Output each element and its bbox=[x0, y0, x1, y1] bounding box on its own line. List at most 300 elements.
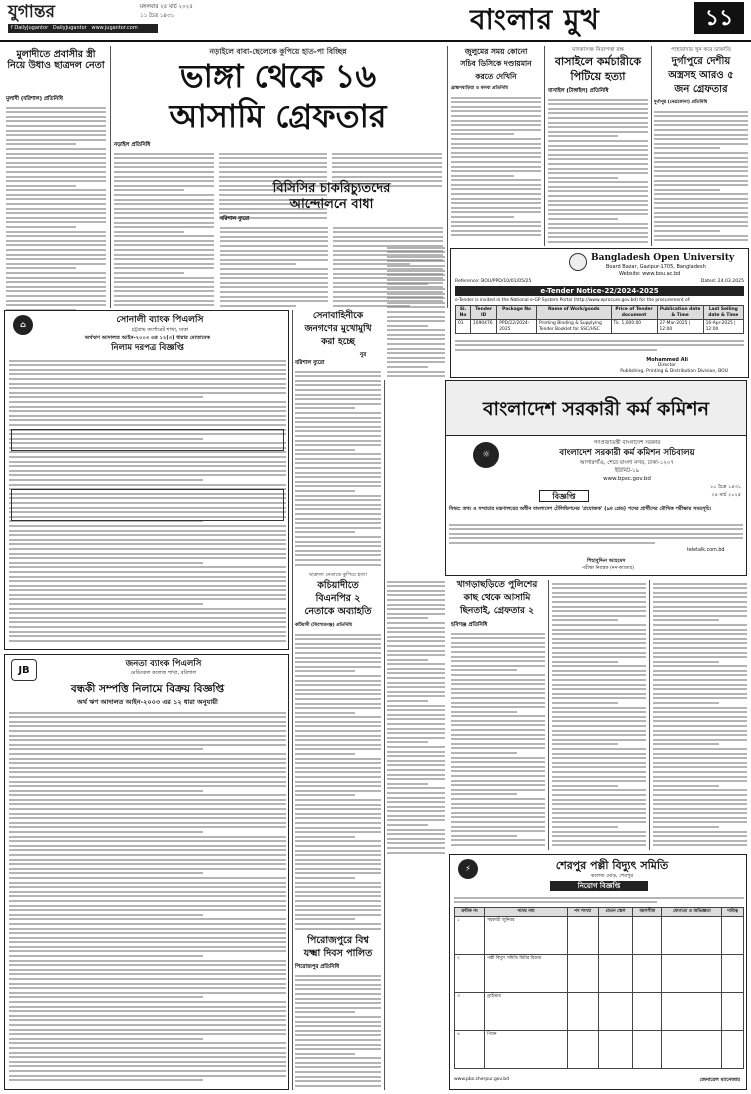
text-line bbox=[387, 599, 445, 601]
text-line bbox=[6, 176, 106, 178]
text-line bbox=[552, 757, 646, 759]
text-line bbox=[451, 129, 541, 131]
text-line bbox=[9, 369, 286, 371]
text-line bbox=[9, 771, 286, 773]
psc-date-gregorian: ২৪ মার্চ ২০২৫ bbox=[711, 492, 741, 498]
text-line bbox=[654, 161, 748, 163]
table-row bbox=[456, 320, 744, 334]
table-cell: 1090476 bbox=[471, 320, 497, 334]
bou-intro: e-Tender is invited in the National e-GP System Portal (http://www.eprocure.gov.bd) for the procurement of: bbox=[455, 298, 691, 303]
text-line bbox=[653, 826, 719, 828]
text-line bbox=[653, 587, 747, 589]
text-line bbox=[220, 286, 328, 288]
text-line bbox=[387, 329, 445, 331]
text-line bbox=[6, 295, 106, 297]
text-line bbox=[220, 254, 328, 256]
table-cell bbox=[633, 992, 662, 1030]
text-line bbox=[295, 531, 355, 533]
pirojpur-headline-2: যক্ষ্মা দিবস পালিত bbox=[303, 948, 373, 959]
table-cell bbox=[598, 1030, 633, 1068]
text-line bbox=[9, 479, 203, 481]
text-line bbox=[654, 166, 748, 168]
text-line bbox=[387, 361, 445, 363]
text-line bbox=[387, 677, 445, 679]
sena-headline-1: সেনাবাহিনীকে bbox=[312, 311, 364, 321]
text-line bbox=[9, 1052, 286, 1054]
text-line bbox=[295, 417, 381, 419]
text-line bbox=[653, 817, 747, 819]
text-line bbox=[295, 739, 381, 741]
text-line bbox=[387, 682, 445, 684]
pbs-sherpur-ad bbox=[449, 854, 747, 1090]
text-line bbox=[451, 656, 545, 658]
table-cell: PPD/22/2024-2025 bbox=[497, 320, 537, 334]
text-line bbox=[6, 249, 106, 251]
psc-teletalk[interactable]: teletalk.com.bd bbox=[687, 548, 725, 553]
text-line bbox=[9, 946, 286, 948]
text-line bbox=[295, 499, 381, 501]
text-line bbox=[295, 513, 381, 515]
text-line bbox=[220, 296, 328, 298]
text-line bbox=[653, 688, 747, 690]
body-text bbox=[552, 583, 646, 847]
text-line bbox=[9, 872, 203, 874]
text-line bbox=[9, 882, 286, 884]
text-line bbox=[451, 234, 541, 236]
text-line bbox=[548, 135, 618, 137]
body-text bbox=[548, 99, 648, 243]
durga-headline-1: দুর্গাপুরে দেশীয় bbox=[671, 56, 731, 67]
text-line bbox=[9, 817, 286, 819]
text-line bbox=[332, 166, 442, 168]
text-line bbox=[295, 790, 381, 792]
text-line bbox=[295, 684, 381, 686]
kochu-byline: কটিয়াদী (কিশোরগঞ্জ) প্রতিনিধি bbox=[295, 623, 353, 628]
text-line bbox=[387, 622, 445, 624]
text-line bbox=[451, 120, 541, 122]
text-line bbox=[9, 364, 286, 366]
text-line bbox=[653, 652, 747, 654]
janata-body bbox=[9, 709, 286, 1085]
table-header: Tender ID bbox=[471, 306, 497, 320]
bou-address: Board Bazar, Gazipur-1705, Bangladesh bbox=[606, 264, 706, 270]
text-line bbox=[295, 1085, 381, 1087]
text-line bbox=[114, 244, 214, 246]
main-story-kicker: নড়াইলে বাবা-ছেলেকে কুপিয়ে হাত-পা বিচ্ছিন্ন bbox=[209, 47, 347, 56]
table-cell bbox=[567, 1030, 598, 1068]
text-line bbox=[653, 647, 747, 649]
text-line bbox=[295, 781, 381, 783]
text-line bbox=[552, 610, 646, 612]
text-line bbox=[295, 918, 355, 920]
table-cell bbox=[662, 992, 722, 1030]
text-line bbox=[295, 638, 381, 640]
julum-body bbox=[451, 94, 541, 239]
text-line bbox=[6, 277, 106, 279]
text-line bbox=[451, 757, 545, 759]
text-line bbox=[387, 265, 445, 267]
text-line bbox=[295, 389, 381, 391]
text-line bbox=[9, 808, 286, 810]
text-line bbox=[653, 771, 747, 773]
page-number: ১১ bbox=[694, 2, 744, 34]
text-line bbox=[653, 619, 719, 621]
text-line bbox=[451, 816, 545, 818]
text-line bbox=[387, 732, 445, 734]
text-line bbox=[9, 794, 286, 796]
text-line bbox=[9, 918, 286, 920]
text-line bbox=[653, 803, 747, 805]
text-line bbox=[220, 263, 296, 265]
table-cell: সহকারী জুনিয়র bbox=[485, 916, 568, 954]
text-line bbox=[653, 697, 747, 699]
text-line bbox=[387, 581, 445, 583]
text-line bbox=[387, 594, 445, 596]
text-line bbox=[451, 826, 545, 828]
body-text bbox=[449, 537, 743, 539]
text-line bbox=[451, 752, 517, 754]
text-line bbox=[295, 850, 381, 852]
social-handle-2[interactable]: DailyJugantor bbox=[52, 25, 87, 31]
text-line bbox=[295, 564, 381, 566]
text-line bbox=[654, 170, 748, 172]
pirojpur-headline-1: পিরোজপুরে বিশ্ব bbox=[307, 935, 369, 946]
table-header: Last Selling date & Time bbox=[703, 306, 743, 320]
text-line bbox=[332, 176, 442, 178]
text-line bbox=[6, 203, 106, 205]
text-line bbox=[451, 697, 545, 699]
text-line bbox=[653, 844, 747, 846]
text-line bbox=[9, 895, 286, 897]
text-line bbox=[9, 474, 286, 476]
text-line bbox=[552, 766, 646, 768]
text-line bbox=[552, 624, 646, 626]
bcs-headline-1: বিসিসির চাকরিচ্যুতদের bbox=[272, 181, 391, 196]
text-line bbox=[451, 115, 541, 117]
text-line bbox=[451, 798, 545, 800]
text-line bbox=[9, 849, 286, 851]
body-text bbox=[295, 975, 381, 1087]
text-line bbox=[9, 456, 286, 458]
text-line bbox=[548, 154, 648, 156]
pbs-website[interactable]: www.pbs.sherpur.gov.bd bbox=[454, 1077, 510, 1082]
text-line bbox=[9, 1010, 286, 1012]
text-line bbox=[9, 730, 286, 732]
text-line bbox=[451, 807, 545, 809]
text-line bbox=[548, 218, 618, 220]
text-line bbox=[9, 969, 286, 971]
text-line bbox=[387, 627, 445, 629]
text-line bbox=[9, 891, 286, 893]
text-line bbox=[9, 548, 286, 550]
text-line bbox=[654, 115, 748, 117]
text-line bbox=[451, 747, 545, 749]
text-line bbox=[548, 131, 648, 133]
text-line bbox=[451, 839, 545, 841]
text-line bbox=[295, 725, 381, 727]
psc-signer: শিহাবুদ্দিন আহমেদ bbox=[587, 558, 626, 564]
social-handle-1[interactable]: DailyJugantor bbox=[14, 25, 49, 31]
text-line bbox=[653, 670, 747, 672]
text-line bbox=[654, 175, 748, 177]
text-line bbox=[9, 799, 286, 801]
text-line bbox=[653, 606, 747, 608]
text-line bbox=[6, 221, 106, 223]
text-line bbox=[6, 125, 106, 127]
text-line bbox=[295, 703, 381, 705]
text-line bbox=[552, 606, 646, 608]
text-line bbox=[548, 195, 648, 197]
text-line bbox=[295, 462, 381, 464]
janata-act: অর্থ ঋণ আদালত আইন-২০০৩ এর ১২ ধারা অনুযায়ী bbox=[77, 698, 218, 706]
text-line bbox=[387, 650, 445, 652]
text-line bbox=[387, 792, 445, 794]
text-line bbox=[6, 240, 106, 242]
text-line bbox=[219, 153, 327, 155]
text-line bbox=[387, 654, 445, 656]
text-line bbox=[295, 527, 381, 529]
website-link[interactable]: www.jugantor.com bbox=[91, 25, 138, 31]
table-header: Publication date & Time bbox=[657, 306, 703, 320]
text-line bbox=[9, 845, 286, 847]
text-line bbox=[552, 803, 646, 805]
text-line bbox=[548, 117, 648, 119]
text-line bbox=[552, 771, 646, 773]
text-line bbox=[451, 738, 545, 740]
bcs-headline-2: আন্দোলনে বাধা bbox=[289, 197, 374, 212]
text-line bbox=[295, 522, 381, 524]
text-line bbox=[653, 665, 747, 667]
kochu-headline-1: কচিয়াদীতে bbox=[317, 580, 359, 591]
table-header: Package No bbox=[497, 306, 537, 320]
table-cell: 01 bbox=[456, 320, 471, 334]
text-line bbox=[387, 306, 445, 308]
text-line bbox=[295, 680, 381, 682]
bou-website[interactable]: Website: www.bou.ac.bd bbox=[619, 271, 681, 277]
text-line bbox=[9, 1038, 203, 1040]
text-line bbox=[387, 842, 445, 844]
text-line bbox=[451, 706, 545, 708]
sonali-title: নিলাম দরপত্র বিজ্ঞপ্তি bbox=[111, 343, 184, 353]
text-line bbox=[451, 161, 541, 163]
psc-date-bangla: ১০ চৈত্র ১৪৩১ bbox=[709, 484, 741, 490]
body-text bbox=[114, 153, 214, 307]
text-line bbox=[653, 661, 719, 663]
psc-web[interactable]: www.bpsc.gov.bd bbox=[603, 476, 651, 482]
text-line bbox=[451, 198, 541, 200]
text-line bbox=[552, 835, 646, 837]
text-line bbox=[9, 424, 286, 426]
bou-signer: Mohammed Ali bbox=[646, 357, 688, 363]
main-story-byline: নড়াইল প্রতিনিধি bbox=[114, 142, 151, 148]
durga-kicker: পাহারাদার খুন করে ডাকাতি bbox=[671, 47, 731, 53]
text-line bbox=[451, 184, 541, 186]
text-line bbox=[451, 720, 545, 722]
text-line bbox=[295, 467, 381, 469]
text-line bbox=[9, 748, 203, 750]
text-line bbox=[9, 539, 286, 541]
right-col-b bbox=[653, 580, 747, 850]
text-line bbox=[451, 166, 541, 168]
text-line bbox=[451, 221, 541, 223]
body-text bbox=[454, 901, 657, 903]
durga-body bbox=[654, 108, 748, 244]
text-line bbox=[114, 295, 214, 297]
text-line bbox=[548, 149, 648, 151]
body-text bbox=[449, 528, 743, 530]
text-line bbox=[295, 536, 381, 538]
date-bangla: ১১ চৈত্র ১৪৩১ bbox=[140, 12, 175, 19]
table-cell bbox=[662, 1030, 722, 1068]
text-line bbox=[295, 698, 381, 700]
text-line bbox=[451, 669, 517, 671]
text-line bbox=[548, 200, 648, 202]
text-line bbox=[548, 163, 648, 165]
text-line bbox=[9, 813, 286, 815]
text-line bbox=[552, 661, 618, 663]
text-line bbox=[295, 1034, 381, 1036]
text-line bbox=[295, 394, 381, 396]
text-line bbox=[295, 472, 381, 474]
text-line bbox=[6, 111, 106, 113]
body-text bbox=[455, 344, 744, 346]
text-line bbox=[295, 914, 381, 916]
pbs-address: কলেজ মোড়, শেরপুর bbox=[590, 873, 634, 879]
facebook-icon: f bbox=[11, 25, 13, 31]
text-line bbox=[114, 290, 214, 292]
text-line bbox=[451, 170, 541, 172]
text-line bbox=[9, 826, 286, 828]
text-line bbox=[387, 778, 445, 780]
text-line bbox=[653, 725, 747, 727]
text-line bbox=[219, 162, 327, 164]
text-line bbox=[552, 812, 646, 814]
text-line bbox=[295, 845, 381, 847]
text-line bbox=[552, 831, 646, 833]
text-line bbox=[653, 766, 747, 768]
text-line bbox=[295, 1080, 381, 1082]
text-line bbox=[9, 631, 286, 633]
text-line bbox=[552, 789, 646, 791]
julum-headline-2: সচিব ডিসিকে দণ্ডায়মান bbox=[460, 59, 532, 68]
text-line bbox=[295, 1076, 381, 1078]
text-line bbox=[114, 212, 214, 214]
table-cell: ড্রাইভার bbox=[485, 992, 568, 1030]
psc-notice-label: বিজ্ঞপ্তি bbox=[539, 490, 589, 502]
text-line bbox=[220, 268, 328, 270]
text-line bbox=[220, 245, 328, 247]
text-line bbox=[451, 143, 541, 145]
text-line bbox=[295, 730, 381, 732]
text-line bbox=[9, 360, 286, 362]
text-line bbox=[9, 983, 286, 985]
text-line bbox=[9, 415, 286, 417]
text-line bbox=[219, 166, 327, 168]
text-line bbox=[451, 138, 541, 140]
text-line bbox=[654, 124, 748, 126]
text-line bbox=[548, 177, 618, 179]
text-line bbox=[9, 996, 203, 998]
text-line bbox=[9, 854, 286, 856]
text-line bbox=[6, 235, 106, 237]
text-line bbox=[9, 721, 286, 723]
text-line bbox=[387, 640, 445, 642]
text-line bbox=[451, 844, 545, 846]
text-line bbox=[654, 212, 748, 214]
text-line bbox=[552, 583, 646, 585]
text-line bbox=[387, 302, 445, 304]
text-line bbox=[451, 803, 545, 805]
text-line bbox=[548, 103, 648, 105]
main-story-headline-2: আসামি গ্রেফতার bbox=[169, 97, 387, 135]
text-line bbox=[295, 923, 381, 925]
text-line bbox=[552, 697, 646, 699]
text-line bbox=[387, 819, 445, 821]
text-line bbox=[9, 410, 286, 412]
text-line bbox=[295, 767, 381, 769]
text-line bbox=[114, 194, 214, 196]
text-line bbox=[387, 700, 428, 702]
text-line bbox=[295, 863, 381, 865]
text-line bbox=[451, 830, 545, 832]
text-line bbox=[9, 1056, 286, 1058]
text-line bbox=[548, 190, 648, 192]
bou-terms bbox=[455, 337, 744, 355]
body-text bbox=[653, 583, 747, 847]
table-cell bbox=[662, 916, 722, 954]
text-line bbox=[653, 835, 747, 837]
text-line bbox=[387, 695, 445, 697]
text-line bbox=[451, 711, 517, 713]
text-line bbox=[387, 320, 445, 322]
text-line bbox=[114, 231, 184, 233]
text-line bbox=[295, 872, 381, 874]
text-line bbox=[295, 975, 381, 977]
text-line bbox=[114, 176, 214, 178]
text-line bbox=[387, 815, 445, 817]
text-line bbox=[653, 684, 747, 686]
text-line bbox=[220, 240, 328, 242]
sonali-table-2 bbox=[11, 489, 284, 521]
text-line bbox=[552, 656, 646, 658]
text-line bbox=[295, 666, 381, 668]
text-line bbox=[295, 495, 381, 497]
text-line bbox=[295, 1053, 355, 1055]
table-cell bbox=[633, 954, 662, 992]
text-line bbox=[451, 179, 541, 181]
text-line bbox=[387, 260, 445, 262]
text-line bbox=[114, 249, 214, 251]
text-line bbox=[654, 157, 748, 159]
text-line bbox=[9, 955, 203, 957]
text-line bbox=[6, 185, 76, 187]
text-line bbox=[114, 272, 184, 274]
text-line bbox=[387, 659, 428, 661]
sonali-table-1 bbox=[11, 429, 284, 451]
text-line bbox=[653, 821, 747, 823]
text-line bbox=[552, 587, 646, 589]
text-line bbox=[451, 692, 545, 694]
text-line bbox=[387, 824, 428, 826]
text-line bbox=[295, 909, 381, 911]
text-line bbox=[653, 633, 747, 635]
text-line bbox=[451, 651, 545, 653]
text-line bbox=[548, 232, 648, 234]
text-line bbox=[295, 886, 381, 888]
text-line bbox=[9, 640, 286, 642]
text-line bbox=[552, 817, 646, 819]
text-line bbox=[9, 1061, 286, 1063]
